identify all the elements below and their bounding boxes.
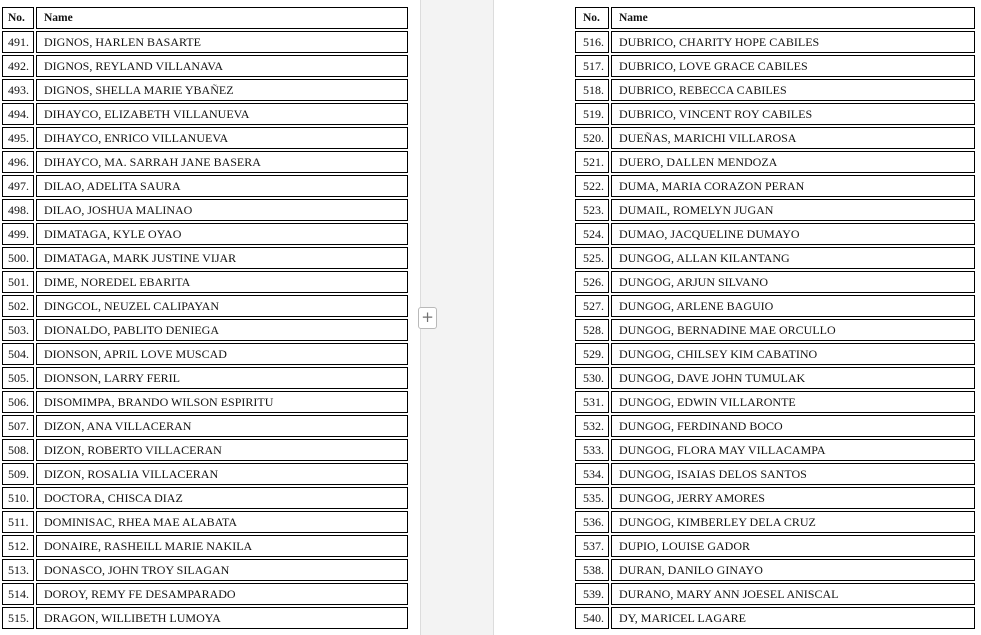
table-row xyxy=(2,223,408,245)
row-name: DISOMIMPA, BRANDO WILSON ESPIRITU xyxy=(36,391,408,413)
row-name: DIZON, ANA VILLACERAN xyxy=(36,415,408,437)
add-row-button[interactable] xyxy=(418,307,437,329)
table-row xyxy=(2,607,408,629)
row-number: 503. xyxy=(2,319,34,341)
table-row xyxy=(2,199,408,221)
row-number: 533. xyxy=(575,439,609,461)
row-name: DIHAYCO, ENRICO VILLANUEVA xyxy=(36,127,408,149)
table-row xyxy=(2,415,408,437)
row-number: 523. xyxy=(575,199,609,221)
row-name: DOMINISAC, RHEA MAE ALABATA xyxy=(36,511,408,533)
row-number: 505. xyxy=(2,367,34,389)
row-number: 532. xyxy=(575,415,609,437)
row-number: 510. xyxy=(2,487,34,509)
table-row xyxy=(2,583,408,605)
table-header-row xyxy=(2,7,408,29)
row-number: 538. xyxy=(575,559,609,581)
table-row xyxy=(575,247,975,269)
table-row xyxy=(575,55,975,77)
row-name: DILAO, JOSHUA MALINAO xyxy=(36,199,408,221)
row-name: DIGNOS, HARLEN BASARTE xyxy=(36,31,408,53)
row-number: 518. xyxy=(575,79,609,101)
table-row xyxy=(2,247,408,269)
row-number: 531. xyxy=(575,391,609,413)
row-name: DUNGOG, BERNADINE MAE ORCULLO xyxy=(611,319,975,341)
table-row xyxy=(575,367,975,389)
row-number: 522. xyxy=(575,175,609,197)
table-row xyxy=(2,295,408,317)
row-name: DUERO, DALLEN MENDOZA xyxy=(611,151,975,173)
column-header-name: Name xyxy=(36,7,408,29)
table-row xyxy=(575,391,975,413)
row-number: 492. xyxy=(2,55,34,77)
table-row xyxy=(575,487,975,509)
row-name: DURAN, DANILO GINAYO xyxy=(611,559,975,581)
row-name: DONASCO, JOHN TROY SILAGAN xyxy=(36,559,408,581)
row-number: 540. xyxy=(575,607,609,629)
row-name: DIHAYCO, MA. SARRAH JANE BASERA xyxy=(36,151,408,173)
row-name: DUNGOG, FLORA MAY VILLACAMPA xyxy=(611,439,975,461)
plus-icon: + xyxy=(421,308,434,326)
table-row xyxy=(2,103,408,125)
table-row xyxy=(575,127,975,149)
row-name: DUNGOG, CHILSEY KIM CABATINO xyxy=(611,343,975,365)
row-number: 539. xyxy=(575,583,609,605)
row-number: 519. xyxy=(575,103,609,125)
row-number: 502. xyxy=(2,295,34,317)
row-name: DILAO, ADELITA SAURA xyxy=(36,175,408,197)
row-name: DIZON, ROSALIA VILLACERAN xyxy=(36,463,408,485)
row-number: 527. xyxy=(575,295,609,317)
row-number: 504. xyxy=(2,343,34,365)
row-name: DUNGOG, FERDINAND BOCO xyxy=(611,415,975,437)
row-name: DIONSON, LARRY FERIL xyxy=(36,367,408,389)
row-number: 534. xyxy=(575,463,609,485)
row-name: DUNGOG, ISAIAS DELOS SANTOS xyxy=(611,463,975,485)
row-number: 497. xyxy=(2,175,34,197)
row-name: DIZON, ROBERTO VILLACERAN xyxy=(36,439,408,461)
column-header-number: No. xyxy=(575,7,609,29)
row-name: DINGCOL, NEUZEL CALIPAYAN xyxy=(36,295,408,317)
row-number: 524. xyxy=(575,223,609,245)
row-name: DUBRICO, CHARITY HOPE CABILES xyxy=(611,31,975,53)
table-row xyxy=(575,439,975,461)
row-number: 516. xyxy=(575,31,609,53)
table-row xyxy=(575,343,975,365)
table-row xyxy=(2,511,408,533)
table-row xyxy=(575,319,975,341)
row-number: 513. xyxy=(2,559,34,581)
row-name: DOROY, REMY FE DESAMPARADO xyxy=(36,583,408,605)
table-row xyxy=(2,367,408,389)
row-number: 525. xyxy=(575,247,609,269)
row-name: DRAGON, WILLIBETH LUMOYA xyxy=(36,607,408,629)
row-name: DIGNOS, SHELLA MARIE YBAÑEZ xyxy=(36,79,408,101)
table-row xyxy=(2,343,408,365)
table-row xyxy=(575,415,975,437)
table-row xyxy=(2,439,408,461)
row-name: DUEÑAS, MARICHI VILLAROSA xyxy=(611,127,975,149)
row-number: 491. xyxy=(2,31,34,53)
row-number: 511. xyxy=(2,511,34,533)
column-header-number: No. xyxy=(2,7,34,29)
table-row xyxy=(2,463,408,485)
row-number: 506. xyxy=(2,391,34,413)
row-name: DUNGOG, DAVE JOHN TUMULAK xyxy=(611,367,975,389)
row-name: DUBRICO, REBECCA CABILES xyxy=(611,79,975,101)
row-number: 529. xyxy=(575,343,609,365)
row-name: DUNGOG, ARJUN SILVANO xyxy=(611,271,975,293)
row-name: DUNGOG, ARLENE BAGUIO xyxy=(611,295,975,317)
table-row xyxy=(2,151,408,173)
row-number: 509. xyxy=(2,463,34,485)
table-row xyxy=(2,391,408,413)
page-right xyxy=(494,0,981,635)
row-number: 520. xyxy=(575,127,609,149)
row-name: DIMATAGA, MARK JUSTINE VIJAR xyxy=(36,247,408,269)
row-name: DUBRICO, VINCENT ROY CABILES xyxy=(611,103,975,125)
table-row xyxy=(575,31,975,53)
row-number: 508. xyxy=(2,439,34,461)
row-name: DIMATAGA, KYLE OYAO xyxy=(36,223,408,245)
table-row xyxy=(2,487,408,509)
table-body-right xyxy=(575,31,975,629)
row-number: 515. xyxy=(2,607,34,629)
row-number: 512. xyxy=(2,535,34,557)
row-number: 521. xyxy=(575,151,609,173)
row-name: DUBRICO, LOVE GRACE CABILES xyxy=(611,55,975,77)
row-number: 498. xyxy=(2,199,34,221)
row-name: DOCTORA, CHISCA DIAZ xyxy=(36,487,408,509)
names-table-right xyxy=(573,5,977,631)
table-row xyxy=(2,79,408,101)
table-row xyxy=(575,607,975,629)
table-row xyxy=(575,151,975,173)
table-row xyxy=(2,319,408,341)
row-name: DIGNOS, REYLAND VILLANAVA xyxy=(36,55,408,77)
row-name: DUMAO, JACQUELINE DUMAYO xyxy=(611,223,975,245)
row-number: 514. xyxy=(2,583,34,605)
row-name: DIHAYCO, ELIZABETH VILLANUEVA xyxy=(36,103,408,125)
row-number: 535. xyxy=(575,487,609,509)
row-number: 494. xyxy=(2,103,34,125)
row-name: DIONALDO, PABLITO DENIEGA xyxy=(36,319,408,341)
row-number: 500. xyxy=(2,247,34,269)
row-number: 537. xyxy=(575,535,609,557)
table-row xyxy=(575,295,975,317)
row-number: 495. xyxy=(2,127,34,149)
table-header-row xyxy=(575,7,975,29)
table-row xyxy=(2,535,408,557)
row-name: DUMA, MARIA CORAZON PERAN xyxy=(611,175,975,197)
table-row xyxy=(2,175,408,197)
table-row xyxy=(575,535,975,557)
table-row xyxy=(2,55,408,77)
row-name: DY, MARICEL LAGARE xyxy=(611,607,975,629)
row-number: 530. xyxy=(575,367,609,389)
row-number: 499. xyxy=(2,223,34,245)
table-row xyxy=(575,79,975,101)
row-number: 526. xyxy=(575,271,609,293)
row-number: 493. xyxy=(2,79,34,101)
row-number: 496. xyxy=(2,151,34,173)
names-table-left xyxy=(0,5,410,631)
row-name: DONAIRE, RASHEILL MARIE NAKILA xyxy=(36,535,408,557)
column-header-name: Name xyxy=(611,7,975,29)
row-name: DURANO, MARY ANN JOESEL ANISCAL xyxy=(611,583,975,605)
row-name: DUNGOG, ALLAN KILANTANG xyxy=(611,247,975,269)
table-row xyxy=(575,583,975,605)
table-row xyxy=(2,559,408,581)
row-number: 517. xyxy=(575,55,609,77)
row-number: 507. xyxy=(2,415,34,437)
table-row xyxy=(575,103,975,125)
table-row xyxy=(575,199,975,221)
row-name: DUPIO, LOUISE GADOR xyxy=(611,535,975,557)
row-name: DIME, NOREDEL EBARITA xyxy=(36,271,408,293)
table-row xyxy=(2,271,408,293)
row-number: 528. xyxy=(575,319,609,341)
row-name: DUMAIL, ROMELYN JUGAN xyxy=(611,199,975,221)
table-row xyxy=(575,223,975,245)
table-row xyxy=(575,271,975,293)
row-number: 501. xyxy=(2,271,34,293)
table-body-left xyxy=(2,31,408,629)
table-row xyxy=(2,127,408,149)
page-left xyxy=(0,0,420,635)
row-name: DUNGOG, KIMBERLEY DELA CRUZ xyxy=(611,511,975,533)
table-row xyxy=(575,511,975,533)
row-number: 536. xyxy=(575,511,609,533)
row-name: DUNGOG, JERRY AMORES xyxy=(611,487,975,509)
table-row xyxy=(575,559,975,581)
row-name: DUNGOG, EDWIN VILLARONTE xyxy=(611,391,975,413)
table-row xyxy=(2,31,408,53)
table-row xyxy=(575,175,975,197)
table-row xyxy=(575,463,975,485)
row-name: DIONSON, APRIL LOVE MUSCAD xyxy=(36,343,408,365)
